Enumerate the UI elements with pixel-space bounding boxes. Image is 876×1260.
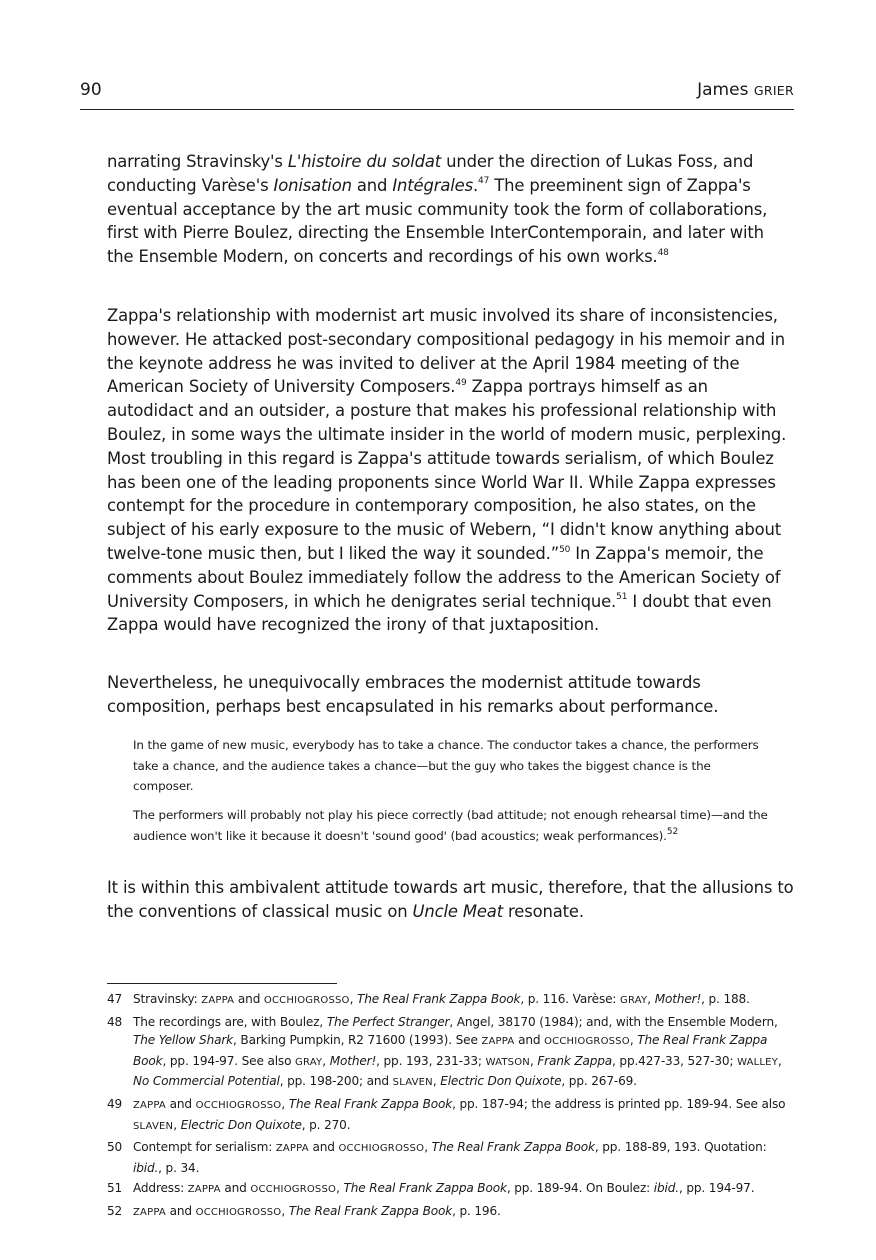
- footnote-52: 52 ZAPPA and OCCHIOGROSSO, The Real Frank Zappa Book, p. 196.: [107, 1203, 501, 1218]
- paragraph-2: Zappa's relationship with modernist art music involved its share of inconsistencies, however. He attacked post-secondary compositional pedagogy in his memoir and in the keynote address he was invited to deliver at the April 1984 meeting of the American Society of University Composers.$^{49}$ Zappa portrays himself as an autodidact and an outsider, a posture that makes his professional relationship with Boulez, in some ways the ultimate insider in the world of modern music, perplexing. Most troubling in this regard is Zappa's attitude towards serialism, of which Boulez has been one of the leading proponents since World War II. While Zappa expresses contempt for the procedure in contemporary composition, he also states, on the subject of his early exposure to the music of Webern, “I didn't know anything about twelve-tone music then, but I liked the way it sounded.”$^{50}$ In Zappa's memoir, the comments about Boulez immediately follow the address to the American Society of University Composers, in which he denigrates serial technique.$^{51}$ I doubt that even Zappa would have recognized the irony of that juxtaposition.: [107, 306, 787, 635]
- paragraph-3: Nevertheless, he unequivocally embraces the modernist attitude towards composition, perhaps best encapsulated in his remarks about performance.: [107, 673, 719, 716]
- block-quote-2: The performers will probably not play his piece correctly (bad attitude; not enough rehearsal time)—and the audience won't like it because it doesn't 'sound good' (bad acoustics; weak performances).$^{52}$: [133, 808, 768, 843]
- footnote-ref-48: 48: [657, 247, 669, 258]
- running-head: [697, 80, 794, 100]
- footnote-ref-49: 49: [455, 377, 467, 388]
- paragraph-1: narrating Stravinsky's L'histoire du soldat under the direction of Lukas Foss, and conducting Varèse's Ionisation and Intégrales.$^{47}$ The preeminent sign of Zappa's eventual acceptance by the art music community took the form of collaborations, first with Pierre Boulez, directing the Ensemble InterContemporain, and later with the Ensemble Modern, on concerts and recordings of his own works.$^{48}$: [107, 152, 768, 267]
- footnote-50: 50 Contempt for serialism: ZAPPA and OCCHIOGROSSO, The Real Frank Zappa Book, pp. 188-89, 193. Quotation: ibid., p. 34.: [107, 1140, 767, 1175]
- footnote-rule: [107, 983, 337, 984]
- author-first-name: James: [697, 80, 749, 100]
- footnote-49: 49 ZAPPA and OCCHIOGROSSO, The Real Frank Zappa Book, pp. 187-94; the address is printed pp. 189-94. See also SLAVEN, Electric Don Quixote, p. 270.: [107, 1096, 786, 1132]
- footnote-48: 48 The recordings are, with Boulez, The Perfect Stranger, Angel, 38170 (1984); and, with the Ensemble Modern, The Yellow Shark, Barking Pumpkin, R2 71600 (1993). See ZAPPA and OCCHIOGROSSO, The Real Frank Zappa Book, pp. 194-97. See also GRAY, Mother!, pp. 193, 231-33; WATSON, Frank Zappa, pp.427-33, 527-30; WALLEY, No Commercial Potential, pp. 198-200; and SLAVEN, Electric Don Quixote, pp. 267-69.: [107, 1014, 782, 1089]
- footnote-51: 51 Address: ZAPPA and OCCHIOGROSSO, The Real Frank Zappa Book, pp. 189-94. On Boulez: ibid., pp. 194-97.: [107, 1181, 755, 1196]
- footnote-ref-52: 52: [666, 826, 679, 837]
- header-rule: [80, 109, 794, 110]
- footnotes: [107, 990, 797, 1225]
- block-quote-1: In the game of new music, everybody has to take a chance. The conductor takes a chance, the performers take a chance, and the audience takes a chance—but the guy who takes the biggest chance is the composer.: [133, 738, 759, 793]
- footnote-ref-50: 50: [559, 544, 571, 555]
- footnote-ref-51: 51: [616, 592, 628, 603]
- footnote-ref-47: 47: [478, 176, 490, 187]
- paragraph-4: It is within this ambivalent attitude towards art music, therefore, that the allusions to the conventions of classical music on Uncle Meat resonate.: [107, 878, 794, 921]
- author-last-name: GRIER: [753, 83, 794, 98]
- footnote-47: 47 Stravinsky: ZAPPA and OCCHIOGROSSO, The Real Frank Zappa Book, p. 116. Varèse: GRAY, Mother!, p. 188.: [107, 992, 750, 1006]
- page-number: 90: [80, 80, 102, 100]
